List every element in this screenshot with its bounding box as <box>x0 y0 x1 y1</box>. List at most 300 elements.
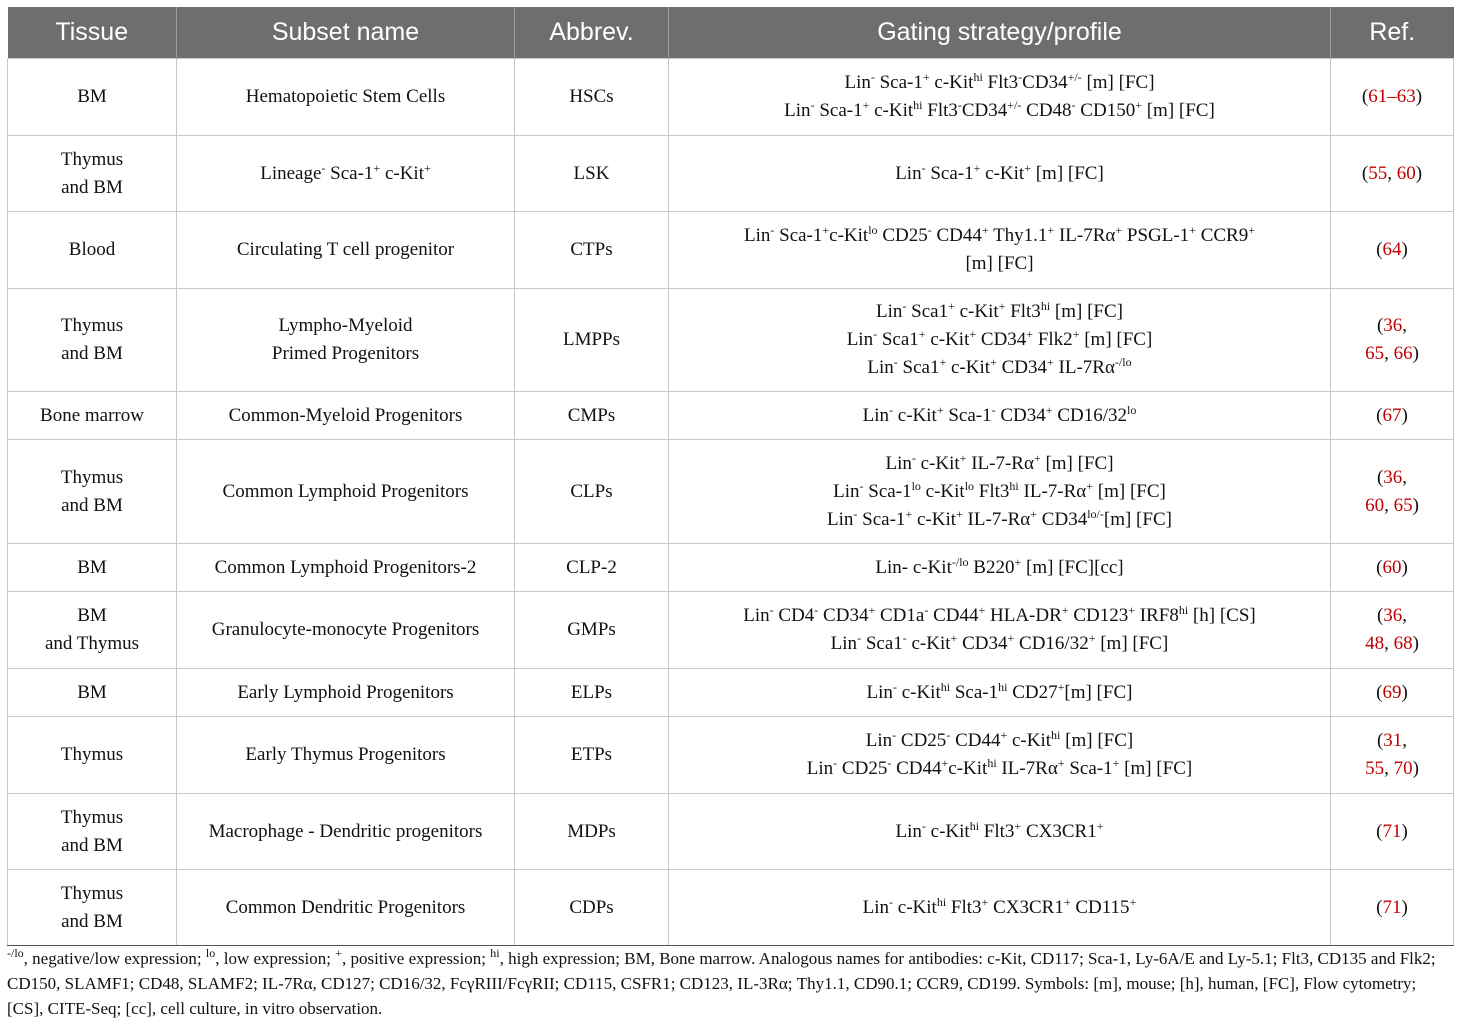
superscript: + <box>1026 327 1034 341</box>
reference-link[interactable]: 64 <box>1382 239 1402 260</box>
superscript: lo <box>868 223 878 237</box>
superscript: + <box>981 894 989 909</box>
text-run: , <box>1402 315 1408 336</box>
cell-gating <box>669 669 1331 717</box>
text-run: Lin <box>867 357 894 378</box>
text-run: c-Kit <box>1007 730 1052 751</box>
text-run: ( <box>1376 239 1383 260</box>
superscript: - <box>921 818 926 833</box>
superscript: - <box>859 478 864 493</box>
text-run: , <box>1402 730 1408 751</box>
superscript: + <box>1189 223 1196 237</box>
cell-abbrev: LMPPs <box>515 289 669 392</box>
cell-subset-name <box>177 544 515 592</box>
cell-ref <box>1331 870 1454 946</box>
cell-subset-name <box>177 289 515 392</box>
ref-line <box>1331 602 1453 630</box>
text-run: [h] [CS] <box>1188 605 1256 626</box>
superscript: lo <box>911 478 921 493</box>
superscript: + <box>1014 554 1022 569</box>
table-row <box>8 870 1454 946</box>
reference-link[interactable]: 67 <box>1382 404 1402 426</box>
text-run: c-Kit <box>920 480 965 502</box>
subset-line: Granulocyte-monocyte Progenitors <box>211 619 480 640</box>
reference-link[interactable]: 70 <box>1393 758 1413 779</box>
text-run: IL-7-Rα <box>966 452 1034 474</box>
gating-line <box>669 250 1330 278</box>
superscript: + <box>1115 223 1123 237</box>
gating-line <box>669 755 1330 783</box>
table-row <box>8 136 1454 212</box>
text-run: Lin <box>827 508 854 530</box>
reference-link[interactable]: 69 <box>1382 681 1402 703</box>
ref-line <box>1331 894 1453 922</box>
gating-line <box>669 679 1330 707</box>
superscript: + <box>1045 402 1053 417</box>
text-run: PSGL-1 <box>1122 225 1190 246</box>
text-run: IL-7Rα <box>996 758 1058 779</box>
cell-gating <box>669 212 1331 289</box>
cell-subset-name <box>177 592 515 669</box>
text-run: Flk2 <box>1033 329 1073 350</box>
cell-ref <box>1331 59 1454 136</box>
superscript: - <box>814 603 819 617</box>
cell-ref <box>1331 392 1454 440</box>
text-run: IRF8 <box>1135 605 1179 626</box>
superscript: + <box>1057 679 1065 694</box>
text-run: Flt3 <box>922 100 958 121</box>
gating-line <box>669 402 1330 430</box>
reference-link[interactable]: 65 <box>1365 343 1385 364</box>
text-run: ) <box>1401 681 1408 703</box>
superscript: + <box>1047 223 1055 237</box>
subset-line: Circulating T cell progenitor <box>236 239 455 260</box>
text-run: Lin <box>876 301 903 322</box>
text-run: CD44 <box>891 758 942 779</box>
text-run: , high expression; BM, Bone marrow. Analogous names for antibodies: c-Kit, CD117; Sca-1, Ly-6A/E and Ly-5.1; Flt3, CD135 and Flk2; CD150, SLAMF1; CD48, SLAMF2; IL-7Rα, CD127; CD16/32, FcγRIII/FcγRII; CD115, CSFR1; CD123, IL-3Rα; Thy1.1, CD90.1; CCR9, CD199. Symbols: [m], mouse; [h], human, [FC], Flow cytometry; [CS], CITE-Seq; [cc], cell culture, in vitro observation. <box>7 949 1436 1018</box>
table-row <box>8 592 1454 669</box>
reference-link[interactable]: 55 <box>1365 758 1385 779</box>
cell-ref <box>1331 136 1454 212</box>
ref-line <box>1331 340 1453 368</box>
superscript: - <box>902 631 907 645</box>
text-run: c-Kit <box>906 633 951 654</box>
cell-gating <box>669 717 1331 794</box>
cell-tissue <box>8 59 177 136</box>
text-run: CD34 <box>976 329 1027 350</box>
table-row <box>8 544 1454 592</box>
text-run: ( <box>1376 605 1384 626</box>
text-run: Sca-1 <box>943 404 992 426</box>
superscript: hi <box>936 894 947 909</box>
text-run: CD44 <box>928 605 979 626</box>
reference-link[interactable]: 65 <box>1393 494 1413 516</box>
text-run: Lin <box>862 404 890 426</box>
superscript: - <box>873 327 878 341</box>
text-run: , <box>1384 633 1394 654</box>
cell-gating <box>669 592 1331 669</box>
superscript: - <box>870 70 875 84</box>
cell-tissue <box>8 794 177 870</box>
text-run: , <box>1384 758 1394 779</box>
text-run: ) <box>1401 239 1408 260</box>
text-run: Thy1.1 <box>988 225 1048 246</box>
tissue-line: and BM <box>61 494 123 516</box>
text-run: c-Kit <box>980 162 1025 184</box>
text-run: ( <box>1376 681 1383 703</box>
reference-link[interactable]: 36 <box>1383 315 1403 336</box>
header-gating-strategy: Gating strategy/profile <box>669 7 1331 59</box>
gating-line <box>669 894 1330 922</box>
reference-link[interactable]: 48 <box>1365 633 1385 654</box>
table-row <box>8 669 1454 717</box>
ref-line <box>1331 492 1453 520</box>
cell-tissue <box>8 592 177 669</box>
text-run: Sca-1 <box>325 162 374 184</box>
cell-abbrev: CMPs <box>515 392 669 440</box>
superscript: - <box>887 756 892 770</box>
text-run: Sca-1 <box>863 480 912 502</box>
text-run: ( <box>1376 730 1384 751</box>
text-run: CD1a <box>875 605 925 626</box>
gating-line <box>669 97 1330 125</box>
text-run: CD4 <box>773 605 815 626</box>
cell-subset-name <box>177 136 515 212</box>
superscript: hi <box>913 98 923 112</box>
text-run: c-Kit <box>912 508 957 530</box>
table-row <box>8 59 1454 136</box>
text-run: IL-7Rα <box>1053 357 1115 378</box>
superscript: lo <box>205 946 216 960</box>
superscript: +/- <box>1007 98 1022 112</box>
text-run: c-Kit <box>954 301 999 322</box>
text-run: CD16/32 <box>1052 404 1127 426</box>
text-run: CD34 <box>957 633 1008 654</box>
ref-line <box>1331 554 1453 582</box>
superscript: - <box>946 728 951 742</box>
superscript: hi <box>969 818 980 833</box>
header-abbrev: Abbrev. <box>515 7 669 59</box>
text-run: CD44 <box>950 730 1001 751</box>
text-run: , <box>1384 343 1394 364</box>
text-run: Sca-1 <box>950 681 999 703</box>
text-run: ) <box>1412 758 1419 779</box>
superscript: - <box>911 450 916 465</box>
text-run: , <box>1402 466 1408 488</box>
reference-link[interactable]: 71 <box>1382 896 1402 918</box>
text-run: [m] [FC] <box>1079 329 1153 350</box>
text-run: ) <box>1412 494 1419 516</box>
reference-link[interactable]: 60 <box>1365 494 1385 516</box>
cell-subset-name <box>177 212 515 289</box>
superscript: - <box>924 603 929 617</box>
superscript: hi <box>1040 299 1051 313</box>
tissue-line: Thymus <box>60 882 124 904</box>
text-run: CD34 <box>961 100 1008 121</box>
subset-line: Lympho-Myeloid <box>278 315 413 336</box>
superscript: + <box>1007 631 1015 645</box>
text-run: CD27 <box>1007 681 1058 703</box>
text-run: c-Kit <box>380 162 424 184</box>
table-row <box>8 289 1454 392</box>
tissue-line: BM <box>77 605 107 626</box>
subset-line: Hematopoietic Stem Cells <box>245 86 446 107</box>
text-run: ) <box>1401 820 1408 842</box>
text-run: Sca-1 <box>874 72 923 93</box>
table-row <box>8 717 1454 794</box>
cell-ref <box>1331 669 1454 717</box>
text-run: Sca-1 <box>925 162 974 184</box>
text-run: Lin <box>895 820 922 842</box>
superscript: hi <box>940 679 951 694</box>
superscript: + <box>939 355 947 369</box>
text-run: CX3CR1 <box>988 896 1064 918</box>
text-run: c-Kit <box>896 681 941 703</box>
cell-gating <box>669 440 1331 544</box>
text-run: Lin <box>784 100 811 121</box>
superscript: - <box>770 223 775 237</box>
superscript: + <box>1112 756 1120 770</box>
reference-link[interactable]: 68 <box>1393 633 1413 654</box>
text-run: Lin <box>806 758 834 779</box>
superscript: + <box>1024 160 1031 175</box>
gating-line <box>669 478 1330 506</box>
superscript: - <box>853 506 858 521</box>
reference-link[interactable]: 60 <box>1382 556 1402 578</box>
header-tissue: Tissue <box>8 7 177 59</box>
tissue-line: and BM <box>61 910 123 932</box>
text-run: [m] [FC] <box>1050 301 1123 322</box>
text-run: Flt3 <box>979 820 1015 842</box>
text-run: Lin <box>866 681 893 703</box>
cell-ref <box>1331 212 1454 289</box>
gating-line <box>669 727 1330 755</box>
text-run: , negative/low expression; <box>23 949 206 968</box>
cell-gating <box>669 794 1331 870</box>
text-run: c-Kit <box>929 72 974 93</box>
reference-link[interactable]: 60 <box>1396 162 1416 184</box>
superscript: + <box>1135 98 1142 112</box>
text-run: c-Kit <box>893 896 937 918</box>
tissue-line: and Thymus <box>44 633 140 654</box>
superscript: + <box>969 327 977 341</box>
text-run: ) <box>1412 633 1419 654</box>
text-run: CD115 <box>1070 896 1130 918</box>
text-run: c-Kit <box>915 452 960 474</box>
superscript: + <box>1000 728 1008 742</box>
superscript: + <box>424 160 431 175</box>
tissue-line: and BM <box>61 176 123 198</box>
text-run: ( <box>1376 896 1383 918</box>
gating-line <box>669 326 1330 354</box>
text-run: CD34 <box>996 357 1047 378</box>
superscript: + <box>936 402 944 417</box>
gating-line <box>669 818 1330 846</box>
superscript: - <box>927 223 932 237</box>
ref-line <box>1331 312 1453 340</box>
text-run: ) <box>1412 343 1419 364</box>
tissue-line: Blood <box>68 239 116 260</box>
cell-abbrev: MDPs <box>515 794 669 870</box>
text-run: ( <box>1361 162 1369 184</box>
reference-link[interactable]: 55 <box>1368 162 1388 184</box>
text-run: Lin <box>830 633 858 654</box>
superscript: + <box>1057 756 1065 770</box>
text-run: [m] [FC] <box>1141 100 1215 121</box>
text-run: ) <box>1415 86 1423 107</box>
text-run: c-Kit <box>925 820 970 842</box>
text-run: ) <box>1401 404 1408 426</box>
text-run: CD123 <box>1068 605 1129 626</box>
cell-tissue <box>8 289 177 392</box>
cell-ref <box>1331 717 1454 794</box>
subset-line: Common Lymphoid Progenitors <box>222 480 469 502</box>
superscript: + <box>941 756 949 770</box>
superscript: hi <box>973 70 983 84</box>
text-run: CD16/32 <box>1014 633 1089 654</box>
superscript: + <box>1088 631 1096 645</box>
superscript: + <box>335 946 342 960</box>
ref-line <box>1331 755 1453 783</box>
reference-link[interactable]: 31 <box>1383 730 1403 751</box>
subset-line: Early Lymphoid Progenitors <box>237 681 454 703</box>
cell-ref <box>1331 544 1454 592</box>
superscript: hi <box>1009 478 1019 493</box>
cell-tissue <box>8 440 177 544</box>
text-run: IL-7Rα <box>1054 225 1116 246</box>
superscript: lo <box>964 478 975 493</box>
cell-ref <box>1331 289 1454 392</box>
reference-link[interactable]: 71 <box>1382 820 1402 842</box>
text-run: Lin <box>833 480 860 502</box>
superscript: - <box>892 728 897 742</box>
text-run: Lineage <box>260 162 322 184</box>
superscript: + <box>1061 603 1069 617</box>
tissue-line: BM <box>77 86 107 107</box>
text-run: CD34 <box>818 605 869 626</box>
cell-subset-name <box>177 669 515 717</box>
reference-link[interactable]: 36 <box>1383 466 1403 488</box>
text-run: [m] [FC] <box>1060 730 1134 751</box>
cell-tissue <box>8 392 177 440</box>
superscript: + <box>1047 355 1054 369</box>
cell-subset-name <box>177 440 515 544</box>
cell-tissue <box>8 136 177 212</box>
text-run: Lin <box>865 730 893 751</box>
text-run: [m] [FC] <box>1040 452 1114 474</box>
table-row <box>8 392 1454 440</box>
cell-tissue <box>8 669 177 717</box>
subset-line: Early Thymus Progenitors <box>245 744 446 765</box>
text-run: [m] [FC] <box>1103 508 1172 530</box>
text-run: Lin <box>885 452 912 474</box>
superscript: + <box>1033 450 1041 465</box>
superscript: + <box>822 223 830 237</box>
subset-line: Common Dendritic Progenitors <box>225 896 466 918</box>
text-run: ( <box>1376 404 1383 426</box>
superscript: + <box>973 160 981 175</box>
cell-abbrev: LSK <box>515 136 669 212</box>
cell-gating <box>669 289 1331 392</box>
text-run: , <box>1387 162 1397 184</box>
superscript: + <box>950 631 958 645</box>
text-run: CX3CR1 <box>1021 820 1097 842</box>
tissue-line: BM <box>77 681 107 703</box>
ref-line <box>1331 818 1453 846</box>
superscript: -/lo <box>951 554 969 569</box>
cell-gating <box>669 136 1331 212</box>
reference-link[interactable]: 66 <box>1393 343 1413 364</box>
text-run: Flt3 <box>1005 301 1041 322</box>
text-run: , <box>1402 605 1408 626</box>
gating-line <box>669 554 1330 582</box>
subset-line: Macrophage - Dendritic progenitors <box>208 820 483 842</box>
superscript: + <box>868 603 876 617</box>
gating-line <box>669 160 1330 188</box>
gating-line <box>669 69 1330 97</box>
superscript: + <box>1096 818 1104 833</box>
superscript: + <box>978 603 986 617</box>
table-body <box>8 59 1454 946</box>
text-run: IL-7-Rα <box>962 508 1031 530</box>
text-run: Lin <box>743 225 771 246</box>
text-run: c-Kit <box>925 329 970 350</box>
text-run: ( <box>1376 820 1383 842</box>
superscript: hi <box>490 946 500 960</box>
text-run: Sca-1 <box>814 100 863 121</box>
subset-line: Common-Myeloid Progenitors <box>228 404 463 426</box>
text-run: ( <box>1376 556 1383 578</box>
text-run: Lin <box>846 329 874 350</box>
text-run: Sca-1 <box>774 225 823 246</box>
cell-abbrev: CLP-2 <box>515 544 669 592</box>
tissue-line: BM <box>77 556 107 578</box>
superscript: + <box>1248 223 1256 237</box>
ref-line <box>1331 83 1453 111</box>
gating-line <box>669 506 1330 534</box>
reference-link[interactable]: 36 <box>1383 605 1403 626</box>
cell-abbrev: CDPs <box>515 870 669 946</box>
superscript: -/lo <box>7 946 24 960</box>
cell-subset-name <box>177 717 515 794</box>
ref-line <box>1331 464 1453 492</box>
superscript: hi <box>1051 728 1061 742</box>
text-run: Sca1 <box>906 301 949 322</box>
superscript: - <box>769 603 774 617</box>
superscript: + <box>1030 506 1038 521</box>
text-run: [m] [FC] <box>1119 758 1193 779</box>
reference-link[interactable]: 61–63 <box>1368 86 1416 107</box>
cell-gating <box>669 392 1331 440</box>
gating-line <box>669 222 1330 250</box>
superscript: -/lo <box>1114 355 1132 369</box>
gating-line <box>669 630 1330 658</box>
superscript: + <box>948 299 955 313</box>
tissue-line: Thymus <box>60 744 124 765</box>
text-run: CD25 <box>896 730 947 751</box>
cell-subset-name <box>177 794 515 870</box>
superscript: + <box>1014 818 1022 833</box>
text-run: [m] [FC] <box>1064 681 1133 703</box>
superscript: + <box>1129 894 1137 909</box>
ref-line <box>1331 727 1453 755</box>
text-run: IL-7-Rα <box>1018 480 1087 502</box>
superscript: - <box>893 355 898 369</box>
text-run: Lin- c-Kit <box>875 556 952 578</box>
header-ref: Ref. <box>1331 7 1454 59</box>
text-run: Flt3 <box>974 480 1010 502</box>
text-run: ( <box>1361 86 1369 107</box>
